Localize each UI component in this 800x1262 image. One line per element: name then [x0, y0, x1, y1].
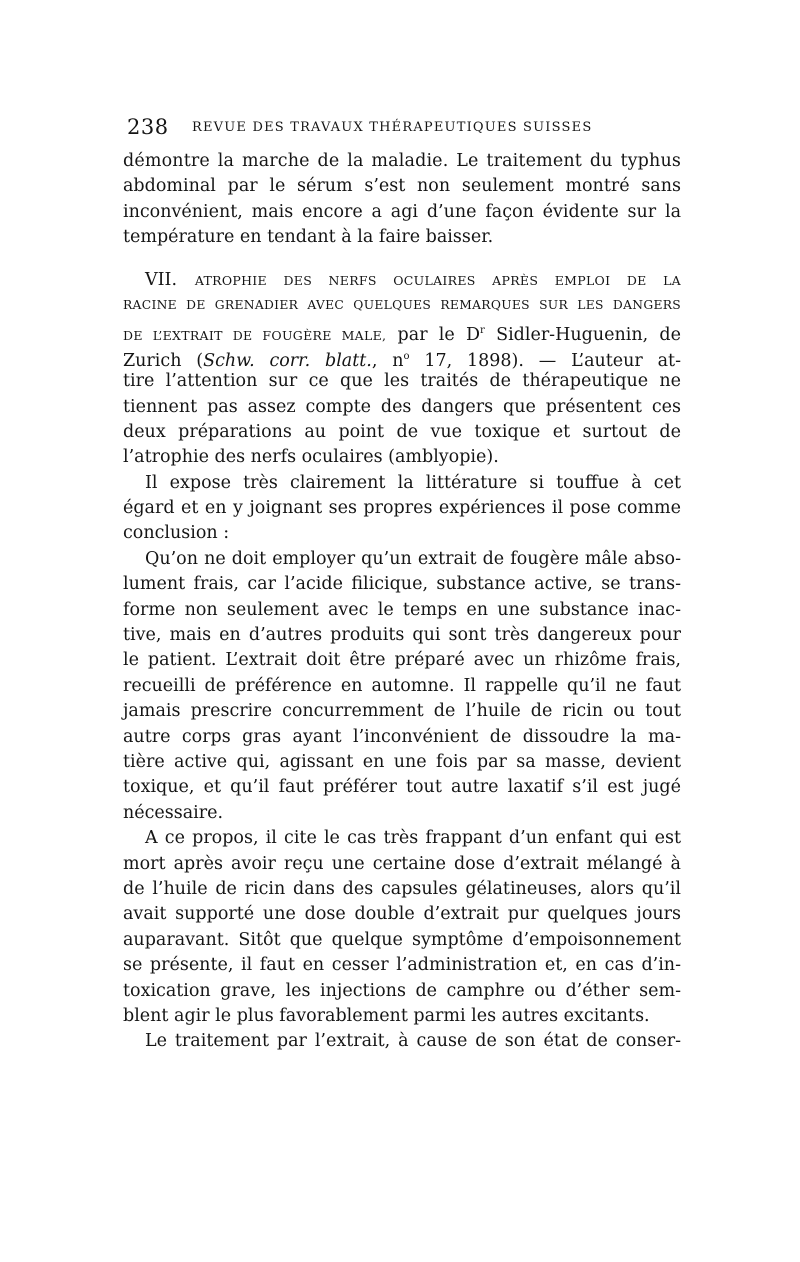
text-line: lument frais, car l’acide filicique, substance active, se trans-	[123, 574, 681, 595]
text-line: auparavant. Sitôt que quelque symptôme d’empoisonnement	[123, 929, 681, 950]
text-line: de l’huile de ricin dans des capsules gélatineuses, alors qu’il	[123, 878, 681, 899]
text-line: le patient. L’extrait doit être préparé avec un rhizôme frais,	[123, 650, 681, 671]
text-line: Qu’on ne doit employer qu’un extrait de fougère mâle abso-	[145, 548, 681, 569]
running-title: REVUE DES TRAVAUX THÉRAPEUTIQUES SUISSES	[192, 120, 593, 135]
running-head	[127, 115, 680, 143]
citation-line: Zurich (Schw. corr. blatt., $n^o$ 17, 1898). — L’auteur at-	[123, 350, 681, 371]
text-line: inconvénient, mais encore a agi d’une façon évidente sur la	[123, 201, 681, 222]
text-line: tiennent pas assez compte des dangers que présentent ces	[123, 396, 681, 417]
paragraph-gap	[123, 251, 681, 268]
section-heading-line: RACINE DE GRENADIER AVEC QUELQUES REMARQUES SUR LES DANGERS	[123, 297, 681, 312]
page-number: 238	[127, 115, 169, 139]
text-line: toxique, et qu’il faut préférer tout autre laxatif s’il est jugé	[123, 777, 681, 798]
text-line: tire l’attention sur ce que les traités de thérapeutique ne	[123, 371, 681, 392]
text-line: autre corps gras ayant l’inconvénient de dissoudre la ma-	[123, 726, 681, 747]
text-line: jamais prescrire concurremment de l’huile de ricin ou tout	[123, 701, 681, 722]
text-line: température en tendant à la faire baisser.	[123, 227, 494, 248]
text-line: tière active qui, agissant en une fois par sa masse, devient	[123, 751, 681, 772]
body-text	[123, 149, 681, 1055]
text-line: recueilli de préférence en automne. Il rappelle qu’il ne faut	[123, 675, 681, 696]
text-line: se présente, il faut en cesser l’administration et, en cas d’in-	[123, 955, 681, 976]
text-line: A ce propos, il cite le cas très frappant d’un enfant qui est	[145, 828, 681, 849]
text-line: toxication grave, les injections de camphre ou d’éther sem-	[123, 980, 681, 1001]
text-line: conclusion :	[123, 523, 230, 544]
text-line: abdominal par le sérum s’est non seulement montré sans	[123, 176, 681, 197]
text-line: l’atrophie des nerfs oculaires (amblyopie).	[123, 447, 499, 468]
text-line: Il expose très clairement la littérature si touffue à cet	[145, 472, 681, 493]
section-heading-line: DE L’EXTRAIT DE FOUGÈRE MALE, par le $D^r$ Sidler-Huguenin, de	[123, 325, 681, 346]
text-line: démontre la marche de la maladie. Le traitement du typhus	[123, 151, 681, 171]
text-line: blent agir le plus favorablement parmi les autres excitants.	[123, 1005, 650, 1026]
text-line: tive, mais en d’autres produits qui sont très dangereux pour	[123, 625, 681, 646]
text-line: forme non seulement avec le temps en une substance inac-	[123, 599, 681, 620]
text-line: deux préparations au point de vue toxique et surtout de	[123, 421, 681, 442]
text-line: nécessaire.	[123, 802, 224, 823]
text-line: mort après avoir reçu une certaine dose d’extrait mélangé à	[123, 853, 681, 874]
text-line: avait supporté une dose double d’extrait pur quelques jours	[123, 904, 681, 925]
text-line: égard et en y joignant ses propres expériences il pose comme	[123, 498, 681, 519]
text-line: Le traitement par l’extrait, à cause de son état de conser-	[145, 1031, 681, 1052]
section-heading-line: VII. ATROPHIE DES NERFS OCULAIRES APRÈS EMPLOI DE LA	[145, 269, 682, 290]
